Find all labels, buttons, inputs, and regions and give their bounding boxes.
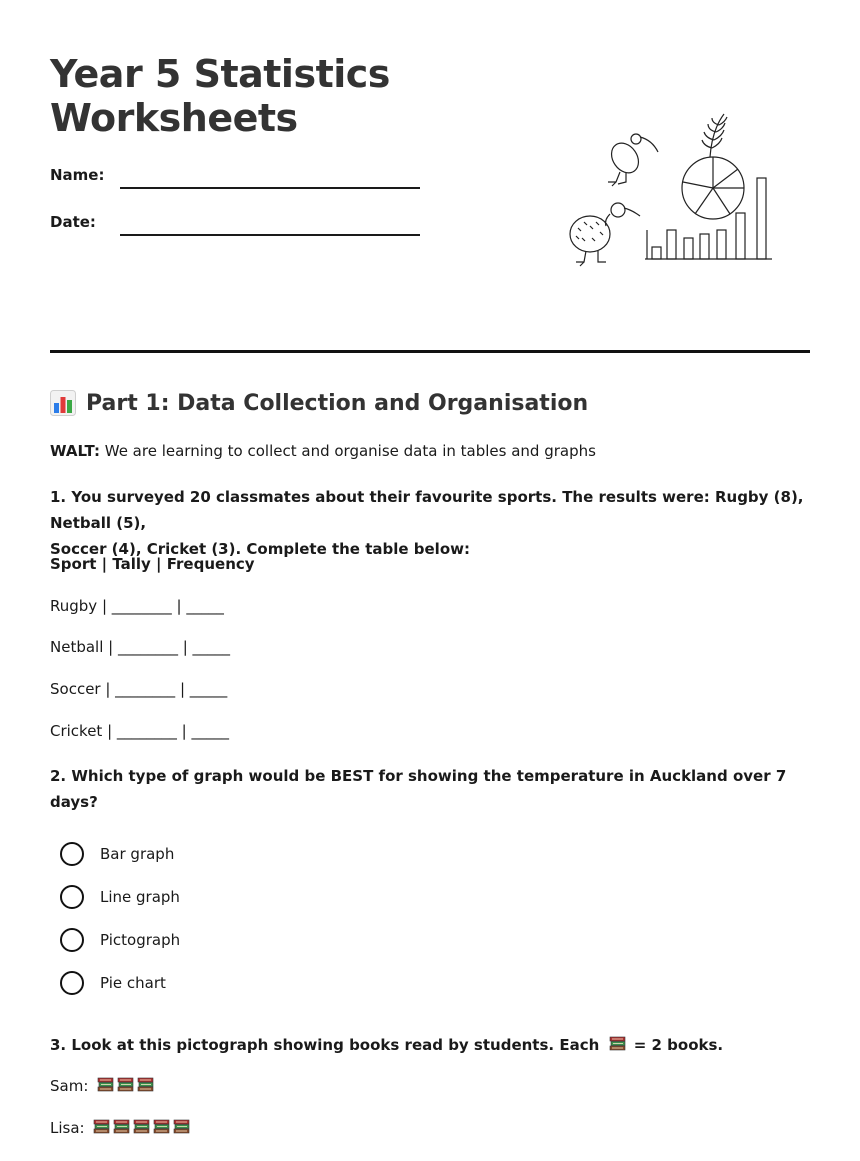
student-name: Sam: (50, 1077, 89, 1095)
title-line-2: Worksheets (50, 96, 298, 140)
question-2-options (60, 832, 180, 1004)
table-row-cricket[interactable]: Cricket | ________ | _____ (50, 722, 229, 740)
question-3 (50, 1032, 810, 1059)
book-icons (97, 1074, 157, 1100)
walt-label: WALT: (50, 442, 100, 460)
question-3-suffix: = 2 books. (633, 1036, 724, 1054)
pictograph-row-lisa (50, 1115, 810, 1142)
student-name: Lisa: (50, 1119, 85, 1137)
book-icon (137, 1074, 155, 1100)
date-label: Date: (50, 213, 96, 231)
question-2: 2. Which type of graph would be BEST for showing the temperature in Auckland over 7 days? (50, 767, 787, 811)
book-icon (117, 1074, 135, 1100)
radio-button[interactable] (60, 842, 84, 866)
book-icon (113, 1116, 131, 1142)
radio-button[interactable] (60, 885, 84, 909)
option-label: Line graph (100, 887, 180, 906)
radio-button[interactable] (60, 971, 84, 995)
walt-text: We are learning to collect and organise data in tables and graphs (99, 442, 596, 460)
option-label: Pie chart (100, 973, 166, 992)
radio-button[interactable] (60, 928, 84, 952)
book-icon (133, 1116, 151, 1142)
pictograph-row-sam (50, 1073, 810, 1100)
part-1-heading-text: Part 1: Data Collection and Organisation (86, 390, 589, 416)
book-icon (173, 1116, 191, 1142)
walt-statement (50, 438, 810, 464)
option-bar-graph[interactable] (60, 832, 180, 875)
option-line-graph[interactable] (60, 875, 180, 918)
title-line-1: Year 5 Statistics (50, 52, 390, 96)
table-row-rugby[interactable]: Rugby | ________ | _____ (50, 597, 224, 615)
table-row-netball[interactable]: Netball | ________ | _____ (50, 638, 231, 656)
book-icon (153, 1116, 171, 1142)
page-title (50, 52, 390, 140)
question-1-line-2: Soccer (4), Cricket (3). Complete the table below: (50, 540, 470, 558)
book-icon (97, 1074, 115, 1100)
book-icons (93, 1116, 193, 1142)
part-1-heading (50, 390, 588, 416)
name-label: Name: (50, 166, 105, 184)
option-label: Pictograph (100, 930, 181, 949)
date-field[interactable] (120, 234, 420, 236)
section-divider (50, 350, 810, 353)
question-1-line-1: 1. You surveyed 20 classmates about their favourite sports. The results were: Rugby (8), Netball (5), (50, 488, 804, 532)
table-header: Sport | Tally | Frequency (50, 555, 255, 573)
option-label: Bar graph (100, 844, 175, 863)
option-pie-chart[interactable] (60, 961, 180, 1004)
name-field[interactable] (120, 187, 420, 189)
table-row-soccer[interactable]: Soccer | ________ | _____ (50, 680, 228, 698)
kiwi-charts-illustration (560, 110, 780, 270)
option-pictograph[interactable] (60, 918, 180, 961)
bar-chart-icon (50, 390, 76, 416)
book-icon (93, 1116, 111, 1142)
books-icon (609, 1033, 629, 1059)
question-3-prefix: 3. Look at this pictograph showing books read by students. Each (50, 1036, 600, 1054)
